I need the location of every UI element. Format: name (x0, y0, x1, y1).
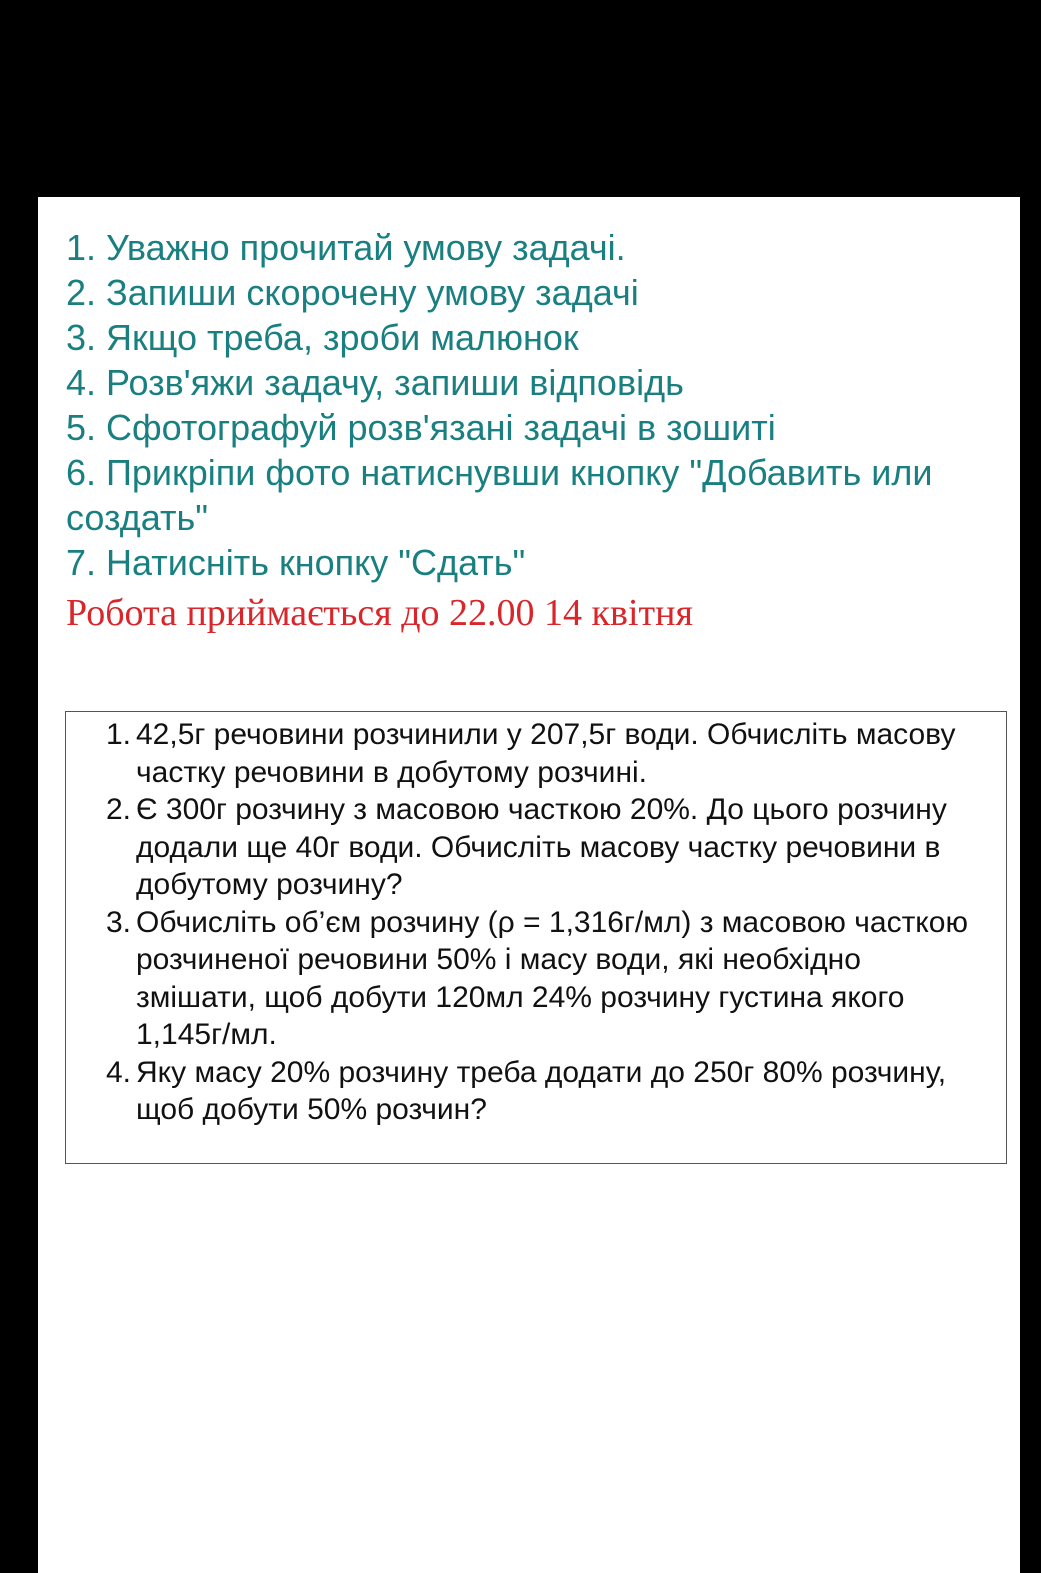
instructions-list (66, 225, 1011, 585)
task-item (106, 1054, 986, 1129)
task-number: 1. (106, 718, 132, 751)
task-item (106, 716, 986, 791)
task-text: 42,5г речовини розчинили у 207,5г води. Обчисліть масову частку речовини в добутому розчині. (136, 718, 956, 789)
tasks-list (106, 716, 986, 1129)
task-number: 2. (106, 793, 132, 826)
task-item (106, 791, 986, 904)
document-page (38, 197, 1020, 1573)
task-number: 3. (106, 905, 132, 939)
instruction-item: 7. Натисніть кнопку "Сдать" (66, 542, 526, 583)
tasks-box (65, 711, 1007, 1164)
instruction-item: 2. Запиши скорочену умову задачі (66, 272, 639, 313)
instruction-item: 5. Сфотографуй розв'язані задачі в зошиті (66, 407, 776, 448)
task-text: Обчисліть об’єм розчину (ρ = 1,316г/мл) з масовою часткою розчиненої речовини 50% і масу води, які необхідно змішати, щоб добути 120мл 24% розчину густина якого 1,145г/мл. (136, 905, 968, 1051)
task-item (106, 904, 986, 1054)
task-text: Яку масу 20% розчину треба додати до 250г 80% розчину, щоб добути 50% розчин? (136, 1055, 947, 1126)
instruction-item: 1. Уважно прочитай умову задачі. (66, 227, 626, 268)
instruction-item: 6. Прикріпи фото натиснувши кнопку "Добавить или создать" (66, 452, 933, 538)
instruction-item: 4. Розв'яжи задачу, запиши відповідь (66, 362, 684, 403)
instruction-item: 3. Якщо треба, зроби малюнок (66, 317, 579, 358)
deadline-notice: Робота приймається до 22.00 14 квітня (66, 592, 693, 634)
task-number: 4. (106, 1055, 132, 1089)
task-text: Є 300г розчину з масовою часткою 20%. До цього розчину додали ще 40г води. Обчисліть масову частку речовини в добутому розчину? (136, 793, 947, 901)
